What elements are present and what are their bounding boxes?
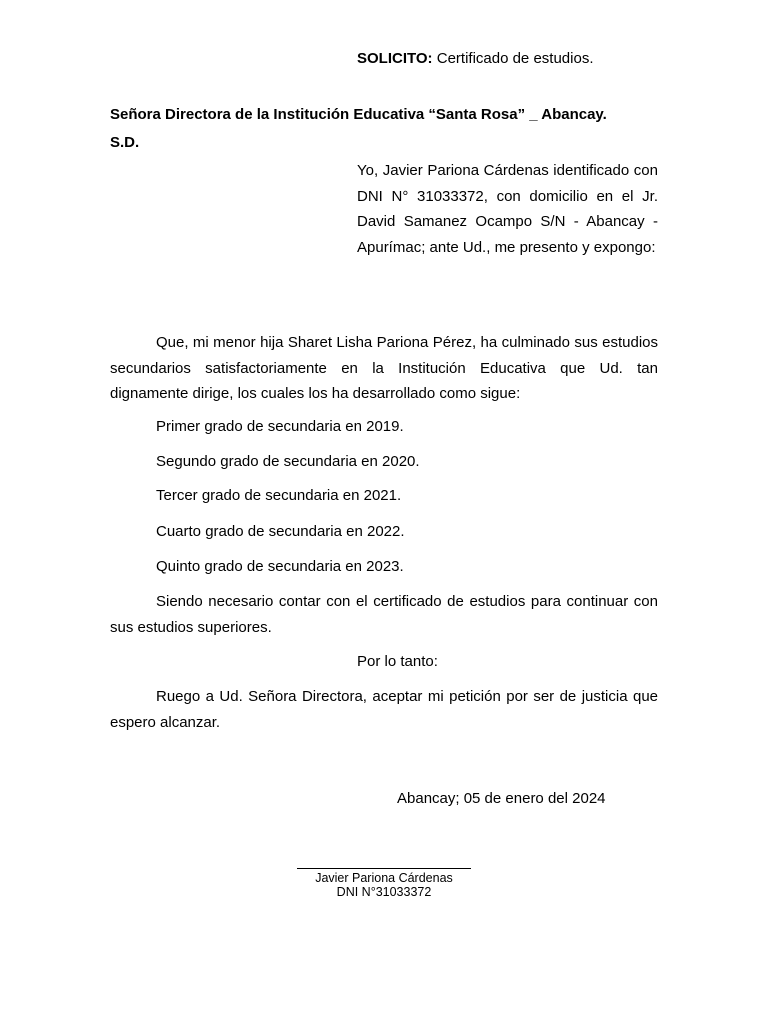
paragraph-necessity: Siendo necesario contar con el certificado de estudios para continuar con sus estudios superiores. [110,593,658,636]
paragraph-request: Ruego a Ud. Señora Directora, aceptar mi petición por ser de justicia que espero alcanzar. [110,688,658,731]
subject-label: SOLICITO: [357,50,433,67]
grade-item: Segundo grado de secundaria en 2020. [156,453,420,470]
paragraph-studies: Que, mi menor hija Sharet Lisha Pariona Pérez, ha culminado sus estudios secundarios satisfactoriamente en la Institución Educativa que Ud. tan dignamente dirige, los cuales los ha desarrollado como sigue: [110,334,658,402]
grade-item: Tercer grado de secundaria en 2021. [156,487,402,504]
signature-dni: DNI N°31033372 [336,885,432,899]
subject-line [357,50,593,67]
salutation: S.D. [110,134,140,151]
grade-item: Quinto grado de secundaria en 2023. [156,558,404,575]
grade-item: Cuarto grado de secundaria en 2022. [156,523,405,540]
addressee: Señora Directora de la Institución Educativa “Santa Rosa” _ Abancay. [110,106,607,123]
subject-text: Certificado de estudios. [432,50,594,67]
date-line: Abancay; 05 de enero del 2024 [397,790,606,807]
intro-paragraph: Yo, Javier Pariona Cárdenas identificado con DNI N° 31033372, con domicilio en el Jr. David Samanez Ocampo S/N - Abancay - Apurímac; ante Ud., me presento y expongo: [357,162,658,256]
grade-item: Primer grado de secundaria en 2019. [156,418,404,435]
signature-name: Javier Pariona Cárdenas [315,871,453,885]
signature-block [297,868,471,899]
por-lo-tanto: Por lo tanto: [357,653,438,670]
